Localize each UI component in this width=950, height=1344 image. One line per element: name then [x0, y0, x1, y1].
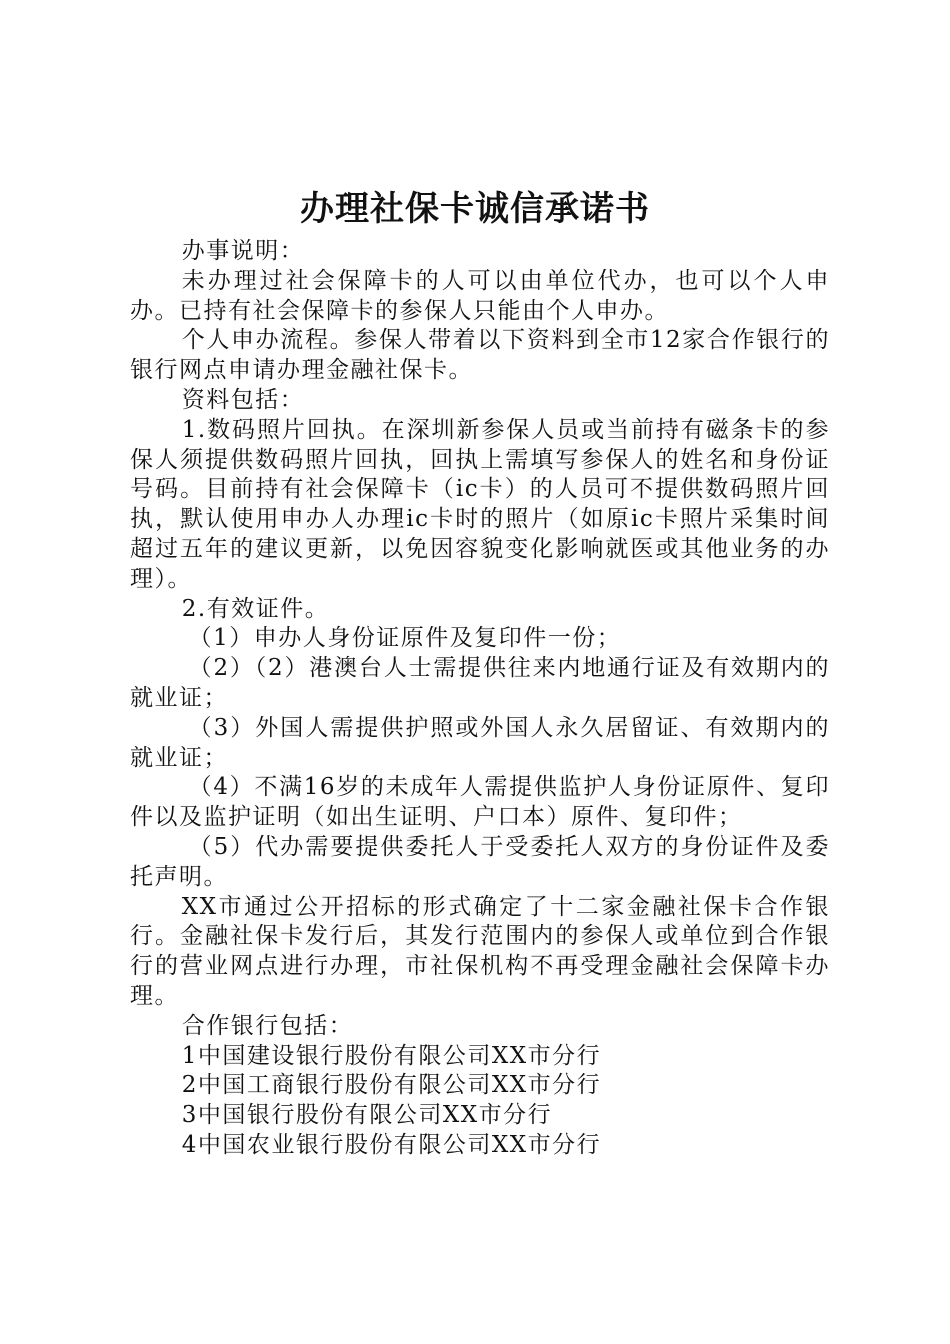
document-body: [130, 237, 830, 1161]
paragraph: 个人申办流程。参保人带着以下资料到全市12家合作银行的银行网点申请办理金融社保卡。: [130, 327, 830, 384]
document-title: 办理社保卡诚信承诺书: [300, 189, 650, 229]
sub-list-item: （2）（2）港澳台人士需提供往来内地通行证及有效期内的就业证；: [130, 655, 830, 711]
bank-list-item: 3中国银行股份有限公司XX市分行: [181, 1102, 553, 1129]
banks-heading: 合作银行包括：: [181, 1012, 354, 1039]
materials-heading: 资料包括：: [181, 386, 305, 413]
bank-list-item: 1中国建设银行股份有限公司XX市分行: [181, 1042, 602, 1069]
sub-list-item: （3）外国人需提供护照或外国人永久居留证、有效期内的就业证；: [130, 714, 830, 771]
sub-list-item: （4）不满16岁的未成年人需提供监护人身份证原件、复印件以及监护证明（如出生证明、户口本）原件、复印件；: [130, 774, 830, 831]
instructions-heading: 办事说明：: [181, 238, 305, 264]
sub-list-item: （1）申办人身份证原件及复印件一份；: [188, 625, 622, 652]
paragraph: XX市通过公开招标的形式确定了十二家金融社保卡合作银行。金融社保卡发行后，其发行范围内的参保人或单位到合作银行的营业网点进行办理，市社保机构不再受理金融社会保障卡办理。: [130, 893, 830, 1009]
bank-list-item: 2中国工商银行股份有限公司XX市分行: [181, 1072, 602, 1099]
list-item: 2.有效证件。: [181, 595, 330, 622]
list-item: 1.数码照片回执。在深圳新参保人员或当前持有磁条卡的参保人须提供数码照片回执，回执上需填写参保人的姓名和身份证号码。目前持有社会保障卡（ic卡）的人员可不提供数码照片回执，默认使用申办人办理ic卡时的照片（如原ic卡照片采集时间超过五年的建议更新，以免因容貌变化影响就医或其他业务的办理）。: [130, 416, 830, 592]
sub-list-item: （5）代办需要提供委托人于受委托人双方的身份证件及委托声明。: [130, 833, 830, 890]
paragraph: 未办理过社会保障卡的人可以由单位代办，也可以个人申办。已持有社会保障卡的参保人只能由个人申办。: [130, 267, 830, 324]
bank-list-item: 4中国农业银行股份有限公司XX市分行: [181, 1131, 602, 1158]
